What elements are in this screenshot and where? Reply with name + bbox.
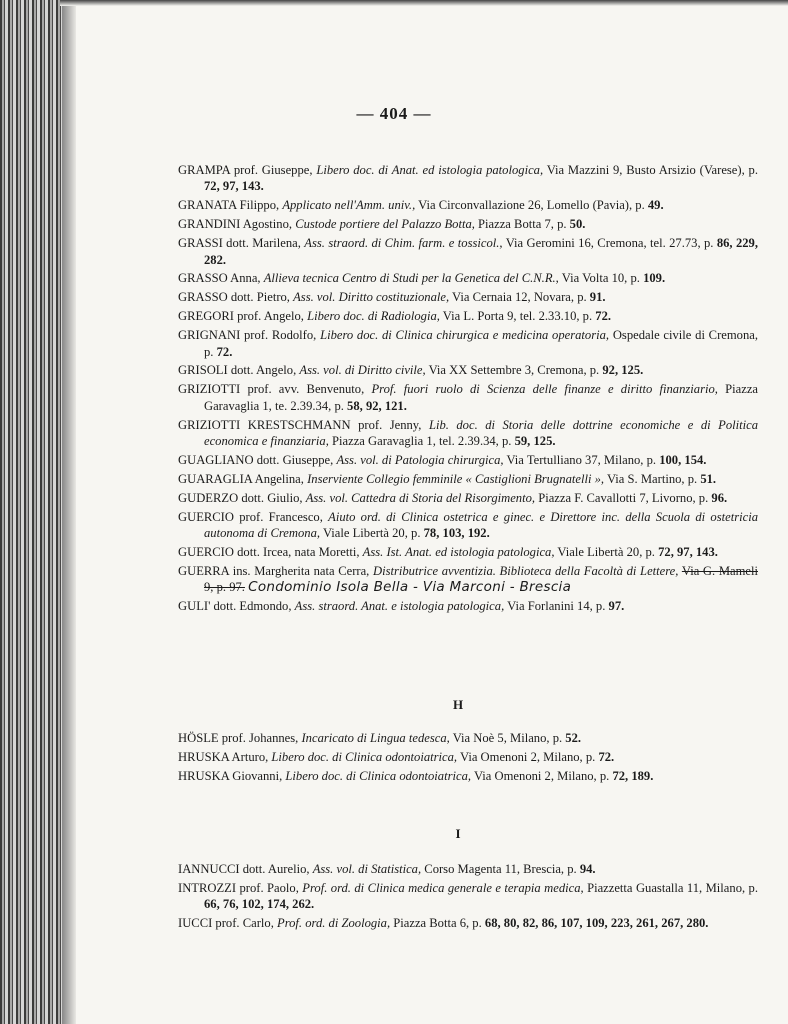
entry-text: HRUSKA Giovanni, (178, 768, 286, 783)
entry-text: GUARAGLIA Angelina, (178, 471, 308, 486)
entry-pages: 86, 229, 282. (204, 236, 758, 267)
section-heading-h: H (452, 697, 464, 712)
entry-text: INTROZZI prof. Paolo, (178, 880, 303, 895)
entry-text: HRUSKA Arturo, (178, 749, 272, 764)
entry-role: Ass. straord. di Chim. farm. e tossicol., (304, 236, 503, 251)
entry-text: Via Omenoni 2, Milano, p. (471, 768, 613, 783)
directory-entry (178, 749, 758, 765)
entry-role: Libero doc. di Anat. ed istologia patologica, (316, 163, 544, 177)
directory-entry (178, 490, 758, 506)
entry-text: Via S. Martino, p. (604, 471, 701, 486)
entry-pages: 97. (608, 599, 625, 614)
entry-text: Via Circonvallazione 26, Lomello (Pavia), p. (415, 198, 648, 213)
entry-role: Ass. vol. Cattedra di Storia del Risorgimento, (305, 490, 536, 505)
entry-text: GUAGLIANO dott. Giuseppe, (178, 453, 337, 467)
entry-role: Libero doc. di Clinica chirurgica e medicina operatoria, (320, 328, 610, 343)
directory-entry (178, 563, 758, 596)
directory-entry (178, 880, 758, 913)
entry-text: GRANATA Filippo, (178, 198, 283, 213)
entry-pages: 59, 125. (514, 434, 556, 449)
entry-pages: 72, 189. (612, 768, 654, 783)
directory-entry (178, 381, 758, 414)
directory-entry (178, 471, 758, 487)
section-i-entries (178, 861, 758, 934)
entry-text: GRANDINI Agostino, (178, 217, 296, 232)
entry-role: Aiuto ord. di Clinica ostetrica e ginec. e Direttore inc. della Scuola di ostetricia autonoma di Cremona, (204, 509, 758, 541)
directory-entry (178, 235, 758, 268)
entry-text: Piazzetta Guastalla 11, Milano, p. (583, 880, 758, 895)
entry-role: Applicato nell'Amm. univ., (282, 198, 416, 213)
entry-role: Ass. vol. di Statistica, (312, 862, 422, 876)
entry-text: Ospedale civile di Cremona, p. (204, 328, 758, 359)
entry-role: Lib. doc. di Storia delle dottrine economiche e di Politica economica e finanziaria, (204, 417, 758, 449)
entry-pages: 51. (700, 471, 717, 486)
entry-text: GUDERZO dott. Giulio, (178, 490, 306, 505)
section-h-entries (178, 730, 758, 787)
entry-role: Ass. straord. Anat. e istologia patologica, (294, 599, 505, 614)
entry-text: Via Tertulliano 37, Milano, p. (503, 453, 660, 467)
entry-text: Via Forlanini 14, p. (504, 599, 609, 614)
entry-pages: 50. (569, 217, 586, 232)
entry-pages: 66, 76, 102, 174, 262. (204, 897, 315, 912)
directory-entry (178, 915, 758, 931)
entry-text: GRASSO Anna, (178, 271, 264, 286)
entry-text: GUERCIO dott. Ircea, nata Moretti, (178, 545, 363, 560)
entry-text: GRIZIOTTI KRESTSCHMANN prof. Jenny, (178, 417, 429, 432)
directory-entry (178, 452, 758, 468)
entry-pages: 58, 92, 121. (347, 398, 407, 413)
entry-text: GRAMPA prof. Giuseppe, (178, 163, 317, 177)
entry-pages: 68, 80, 82, 86, 107, 109, 223, 261, 267, 280. (484, 916, 709, 931)
entry-role: Custode portiere del Palazzo Botta, (295, 217, 475, 232)
handwritten-correction: Condominio Isola Bella - Via Marconi - Brescia (248, 579, 572, 596)
struck-address: Via G. Mameli 9, p. 97. (204, 563, 758, 595)
entry-pages: 72. (216, 344, 233, 359)
entry-text: HÖSLE prof. Johannes, (178, 731, 302, 745)
entry-pages: 94. (579, 862, 596, 876)
entry-role: Ass. vol. di Diritto civile, (299, 363, 426, 378)
directory-entry (178, 162, 758, 195)
entry-role: Prof. fuori ruolo di Scienza delle finanze e diritto finanziario, (371, 382, 718, 397)
entry-pages: 72, 97, 143. (204, 179, 264, 194)
entry-role: Ass. vol. di Patologia chirurgica, (336, 453, 504, 467)
entry-text: IUCCI prof. Carlo, (178, 916, 277, 931)
entry-role: Libero doc. di Radiologia, (307, 309, 440, 324)
entry-text: GRASSI dott. Marilena, (178, 236, 305, 251)
entry-role: Distributrice avventizia. Biblioteca della Facoltà di Lettere, (372, 563, 679, 578)
directory-entry (178, 327, 758, 360)
entry-text: Via Noè 5, Milano, p. (449, 731, 566, 745)
entry-role: Allieva tecnica Centro di Studi per la Genetica del C.N.R., (263, 271, 559, 286)
entry-text: Via Cernaia 12, Novara, p. (449, 290, 590, 305)
entry-pages: 91. (589, 290, 606, 305)
entry-role: Inserviente Collegio femminile « Castiglioni Brugnatelli », (307, 471, 605, 486)
directory-entry (178, 768, 758, 784)
directory-entry (178, 544, 758, 560)
entry-text: Viale Libertà 20, p. (320, 526, 424, 541)
entry-text: GUERRA ins. Margherita nata Cerra, (178, 563, 373, 578)
entry-text: GRIGNANI prof. Rodolfo, (178, 328, 321, 343)
directory-entry (178, 730, 758, 746)
directory-entry (178, 270, 758, 286)
entry-text: Via Volta 10, p. (558, 271, 644, 286)
entry-text: Corso Magenta 11, Brescia, p. (421, 862, 580, 876)
entry-text: GRISOLI dott. Angelo, (178, 363, 300, 378)
entry-role: Incaricato di Lingua tedesca, (301, 731, 450, 745)
directory-entry (178, 417, 758, 450)
entry-pages: 72. (595, 309, 612, 324)
entry-role: Libero doc. di Clinica odontoiatrica, (285, 768, 472, 783)
entry-role: Ass. Ist. Anat. ed istologia patologica, (362, 545, 555, 560)
entry-text: Piazza Botta 6, p. (390, 916, 485, 931)
entry-text: Via Mazzini 9, Busto Arsizio (Varese), p. (543, 163, 758, 177)
entry-pages: 92, 125. (602, 363, 644, 378)
entry-role: Ass. vol. Diritto costituzionale, (293, 290, 450, 305)
directory-entry (178, 197, 758, 213)
entry-pages: 52. (565, 731, 582, 745)
entry-role: Prof. ord. di Zoologia, (277, 916, 391, 931)
directory-entry (178, 861, 758, 877)
entry-pages: 109. (643, 271, 666, 286)
entry-pages: 78, 103, 192. (423, 526, 490, 541)
directory-entry (178, 308, 758, 324)
entry-text: Via XX Settembre 3, Cremona, p. (425, 363, 603, 378)
entry-text: Via Omenoni 2, Milano, p. (457, 749, 599, 764)
entry-text: Via L. Porta 9, tel. 2.33.10, p. (439, 309, 596, 324)
entry-text: GUERCIO prof. Francesco, (178, 509, 329, 524)
entry-text: GULI' dott. Edmondo, (178, 599, 295, 614)
entry-pages: 72. (598, 749, 615, 764)
entry-text: Viale Libertà 20, p. (554, 545, 659, 560)
entry-text: Via Geromini 16, Cremona, tel. 27.73, p. (502, 236, 717, 251)
entry-role: Libero doc. di Clinica odontoiatrica, (271, 749, 458, 764)
entry-text: Piazza Garavaglia 1, tel. 2.39.34, p. (328, 434, 515, 449)
top-edge-shadow (60, 0, 788, 6)
entry-pages: 72, 97, 143. (658, 545, 718, 560)
directory-entry (178, 289, 758, 305)
entry-text: IANNUCCI dott. Aurelio, (178, 862, 313, 876)
book-spine-shadow (0, 0, 62, 1024)
entry-pages: 96. (711, 490, 728, 505)
section-g-entries (178, 162, 758, 617)
entry-text: GRASSO dott. Pietro, (178, 290, 294, 305)
entry-text: GRIZIOTTI prof. avv. Benvenuto, (178, 382, 372, 397)
directory-entry (178, 216, 758, 232)
directory-entry (178, 362, 758, 378)
directory-entry (178, 598, 758, 614)
entry-pages: 100, 154. (659, 453, 707, 467)
entry-text: Piazza Botta 7, p. (474, 217, 570, 232)
entry-text: Piazza Garavaglia 1, te. 2.39.34, p. (204, 382, 759, 413)
gutter-shadow (62, 0, 76, 1024)
entry-pages: 49. (647, 198, 664, 213)
page-number: — 404 — (356, 104, 432, 123)
entry-text: GREGORI prof. Angelo, (178, 309, 308, 324)
entry-role: Prof. ord. di Clinica medica generale e terapia medica, (302, 880, 584, 895)
entry-text: Piazza F. Cavallotti 7, Livorno, p. (535, 490, 712, 505)
directory-entry (178, 509, 758, 542)
section-heading-i: I (455, 826, 461, 841)
